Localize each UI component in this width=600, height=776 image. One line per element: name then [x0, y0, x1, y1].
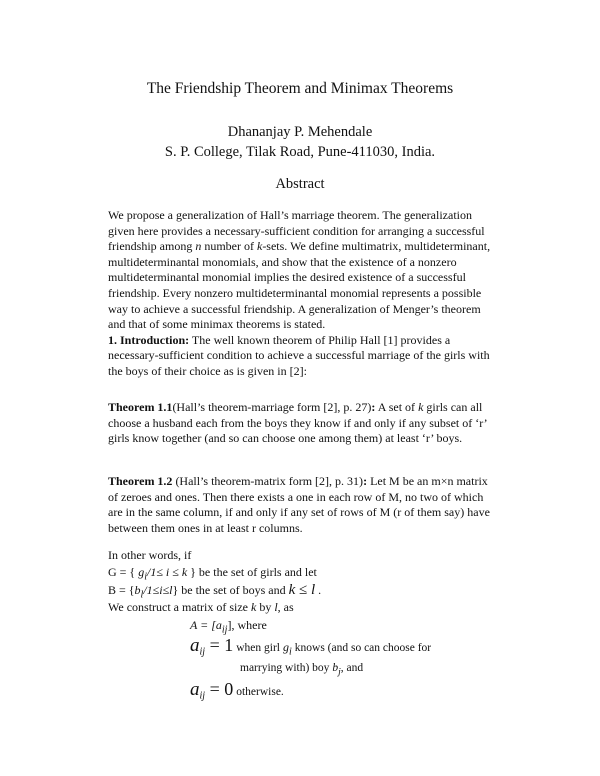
matrix-k: k	[250, 600, 257, 614]
theorem-1-2	[108, 474, 498, 536]
boys-set-prefix: B = {	[108, 583, 135, 597]
boys-set-suffix: }	[172, 583, 179, 597]
theorem-1-1-label: Theorem 1.1	[108, 400, 173, 414]
aij1-a: a	[190, 635, 200, 656]
girls-set-prefix: G = {	[108, 565, 136, 579]
aij-one-line	[190, 635, 490, 660]
aij1-sub: ij	[199, 646, 206, 658]
matrix-l: l	[274, 600, 278, 614]
girls-set-suffix: }	[190, 565, 196, 579]
boys-set-sub: l	[140, 589, 144, 601]
girls-set-sub: i	[144, 571, 147, 583]
girls-set-text: be the set of girls and let	[198, 565, 317, 579]
matrix-text: We construct a matrix of size	[108, 600, 248, 614]
abstract-heading: Abstract	[275, 176, 325, 192]
aij0-a: a	[190, 679, 200, 700]
marrying-with-text: marrying with) boy	[240, 662, 330, 674]
aij0-sub: ij	[199, 690, 206, 702]
theorem-1-2-text: Let M be an m×n matrix of zeroes and ones. Then there exists a one in each row of M, no two of which are in the same column, if and only if any set of rows of M (r of them say) have between them ones in at least r columns.	[108, 474, 490, 535]
matrix-as: , as	[277, 600, 294, 614]
matrix-by: by	[259, 600, 272, 614]
theorem-1-1-colon: :	[371, 400, 376, 414]
theorem-1-1	[108, 400, 498, 447]
matrix-a-sub: ij	[221, 624, 228, 636]
theorem-1-1-ref: (Hall’s theorem-marriage form [2], p. 27)	[172, 400, 372, 414]
girls-set-cond: /1≤ i ≤ k	[146, 565, 188, 579]
abstract-body	[108, 208, 498, 380]
abstract-var-k: k	[256, 239, 263, 254]
boys-set-end: .	[318, 583, 322, 597]
otherwise-text: otherwise.	[236, 686, 284, 698]
theorem-1-2-label: Theorem 1.2	[108, 474, 173, 488]
paper-title: The Friendship Theorem and Minimax Theorems	[146, 80, 454, 97]
k-le-l: k ≤ l	[288, 582, 316, 598]
aij0-eq: = 0	[205, 679, 234, 699]
other-words-text: In other words, if	[108, 548, 192, 562]
marrying-line	[240, 661, 490, 680]
boys-set-cond: /1≤i≤l	[143, 583, 173, 597]
gi-sub: i	[288, 646, 292, 658]
matrix-line	[108, 600, 498, 616]
aij1-eq: = 1	[205, 635, 234, 655]
theorem-1-1-text-2: girls can all choose a husband each from the boys they know if and only if any subset of ‘r’ girls know together (and so can choose one among them) at least ‘r’ boys.	[108, 400, 487, 446]
matrix-a-def: A = [a	[190, 618, 222, 632]
when-girl-text: when girl	[236, 642, 280, 654]
matrix-definition	[190, 618, 490, 638]
theorem-1-1-text-1: A set of	[377, 400, 416, 414]
other-words-line	[108, 548, 498, 564]
and-text: , and	[340, 662, 364, 674]
matrix-where: , where	[231, 618, 267, 632]
bj-sub: j	[338, 666, 341, 678]
bj-var: b	[332, 662, 339, 674]
theorem-1-1-var-k: k	[418, 400, 424, 414]
boys-set-var: b	[134, 583, 141, 597]
intro-heading: 1. Introduction:	[108, 332, 190, 347]
knows-text: knows (and so can choose for	[294, 642, 432, 654]
abstract-var-n: n	[195, 239, 202, 254]
boys-set-text: be the set of boys and	[181, 583, 286, 597]
intro-paragraph	[108, 333, 498, 380]
gi-var: g	[282, 640, 289, 654]
abstract-text-2: number of	[204, 239, 254, 254]
abstract-text-3: -sets. We define multimatrix, multideterminant, multideterminantal monomials, and show that the existence of a nonzero multideterminantal monomial implies the desired existence of a successful friendship. Every nonzero multideterminantal monomial represents a possible way to achieve a successful friendship. A generalization of Menger’s theorem and that of some minimax theorems is stated.	[108, 239, 491, 332]
abstract-text-1: We propose a generalization of Hall’s marriage theorem. The generalization given here provides a necessary-sufficient condition for arranging a successful friendship among	[108, 208, 485, 254]
girls-set-var: g	[138, 565, 145, 579]
intro-text: The well known theorem of Philip Hall [1] provides a necessary-sufficient condition to achieve a successful marriage of the girls with the boys of their choice as is given in [2]:	[108, 332, 490, 378]
theorem-1-2-colon: :	[363, 474, 368, 488]
author-name: Dhananjay P. Mehendale	[227, 124, 373, 140]
author-affiliation: S. P. College, Tilak Road, Pune-411030, India.	[164, 144, 436, 160]
theorem-1-2-ref: (Hall’s theorem-matrix form [2], p. 31)	[175, 474, 364, 488]
aij-zero-line	[190, 679, 490, 704]
abstract-paragraph	[108, 208, 498, 333]
matrix-a-close: ]	[227, 618, 232, 632]
